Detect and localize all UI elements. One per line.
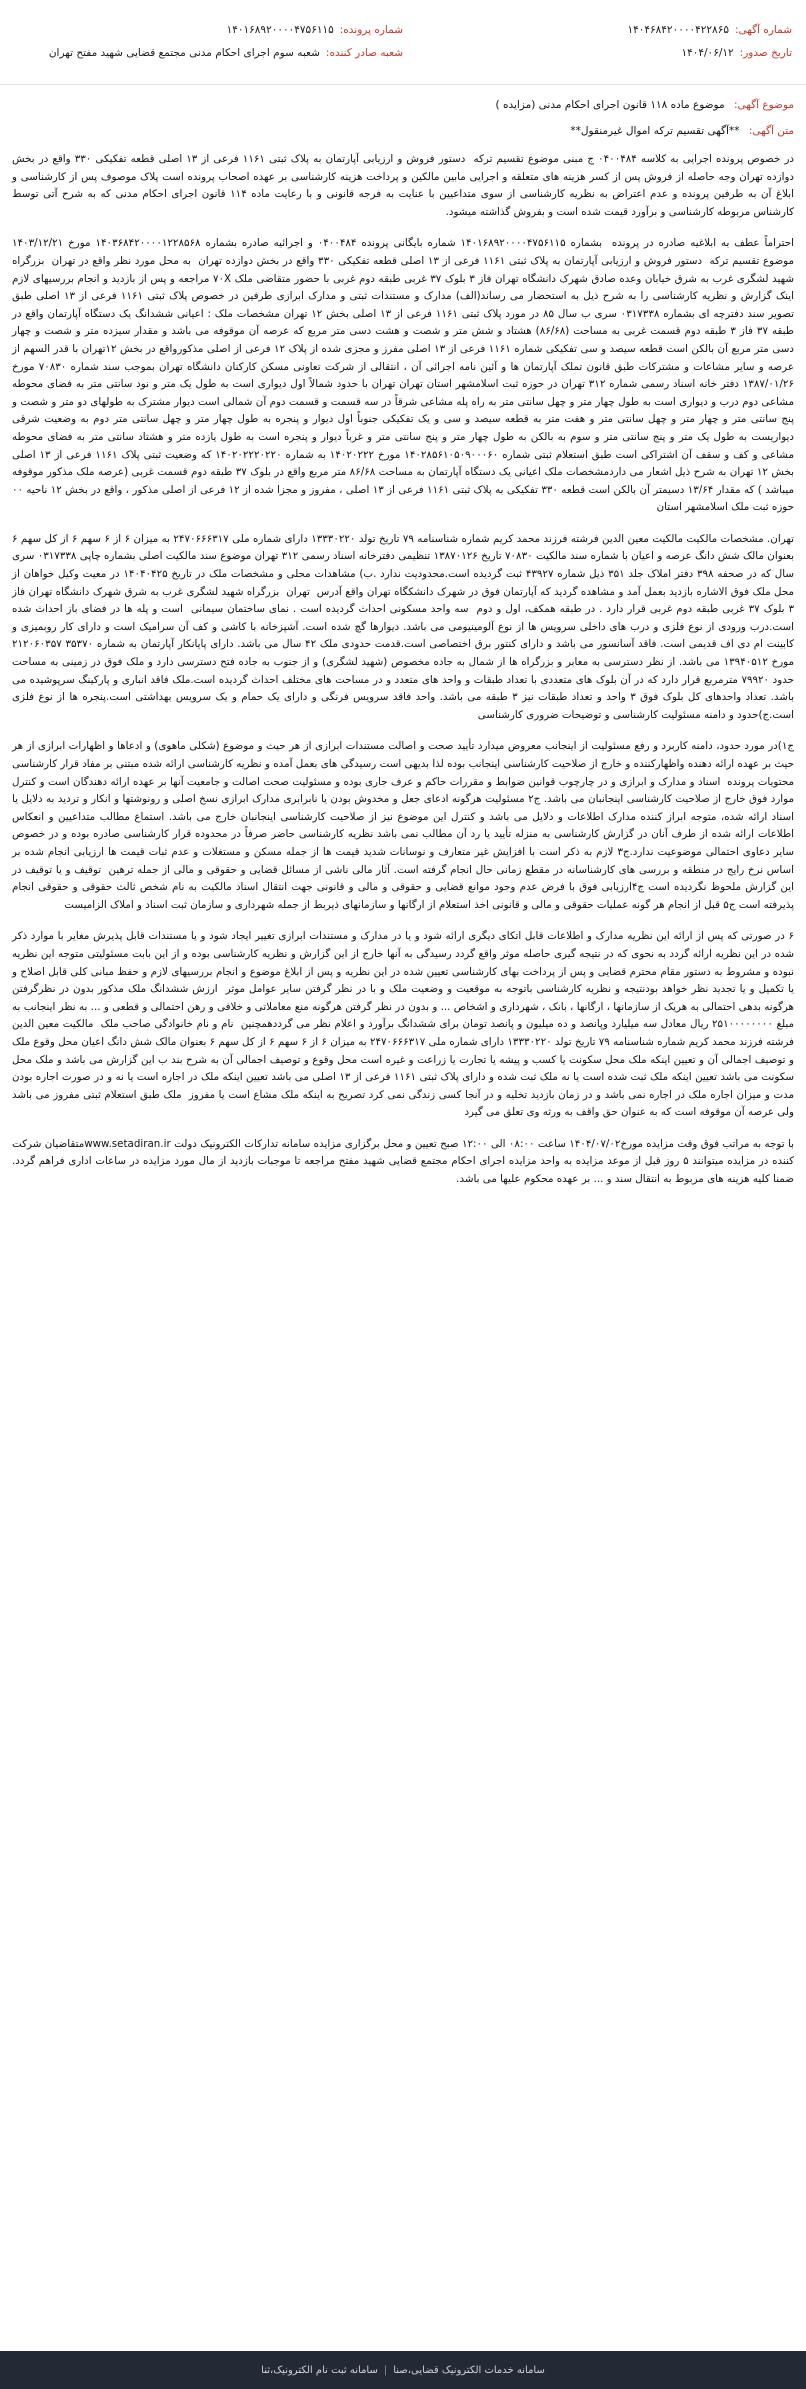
body-paragraph: تهران. مشخصات مالکیت مالکیت معین الدین فرشته فرزند محمد کریم شماره شناسنامه ۷۹ تاریخ تولد ۱۳۳۳۰۲۲۰ دارای شماره ملی ۲۴۷۰۶۶۶۳۱۷ به میزان ۶ از ۶ سهم ۶ از کل سهم ۶ بعنوان مالک شش دانگ عرصه و اعیان با شماره سند مالکیت ۷۰۸۳۰ تاریخ ۱۳۸۷۰۱۲۶ تنظیمی دفترخانه اسناد رسمی ۳۱۲ تهران موضوع سند مالکیت اصلی بشماره چاپی ۰۳۱۷۳۳۸ سری سال که در صحفه ۳۹۸ دفتر املاک جلد ۳۵۱ ذیل شماره ۴۳۹۲۷ ثبت گردیده است.محدودیت ندارد .ب) مشاهدات محلی و مشخصات ملک در تاریخ ۱۴۰۴۰۴۲۵ در معیت وکیل خواهان از محل ملک فوق الاشاره بازدید بعمل آمد و مشاهده گردید که آپارتمان فوق در شهرک دانشکگاه تهران واقع آدرس تهران بزرگراه شهید لشگری غرب به شرق شهرک دانشگاه تهران فاز ۳ بلوک ۳۷ غربی طبقه دوم غربی قرار دارد . در طبقه همکف، اول و دوم سه واحد مسکونی احداث گردیده است . نمای ساختمان سیمانی است و پله ها در فضای باز احداث شده است.درب ورودی از نوع فلزی و درب های داخلی سرویس ها از نوع آلومینیومی می باشد. دیوارها گچ شده است. آشپزخانه با کاشی و کف آن سرامیک است و دارای کار روبمیزی و کابینت ام دی اف قدیمی است. فاقد آسانسور می باشد و دارای کنتور برق اختصاصی است.قدمت حدودی ملک ۴۲ سال می باشد. دارای پایانکار آپارتمان به شماره ۳۵۳۷۰ ۲۱۲۰۶۰۳۵۷ مورخ ۱۳۹۴۰۵۱۲ می باشد. از نظر دسترسی به معابر و بزرگراه ها از شمال به جاده مخصوص (شهید لشگری) و از جنوب به جاده فتح دسترسی دارد و ملک فوق در زمینی به مساحت حدود ۷۹۹۲۰ مترمربع قرار دارد که در آن بلوک های متعددی با تعداد طبقات و واحد های متعدد و در مساحت های مختلف احداث گردیده است.ملک فاقد انباری و پارکینگ سرپوشیده می باشد. تعداد واحدهای کل بلوک فوق ۳ واحد و تعداد طبقات نیز ۳ طبقه می باشد. واحد فاقد سرویس فرنگی و دارای یک حمام و یک سرویس بهداشتی است.پنجره ها از نوع فلزی است.ج)حدود و دامنه مسئولیت کارشناسی و توضیحات ضروری کارشناسی [8, 532, 795, 721]
case-number-row [14, 20, 403, 40]
summary-row [0, 121, 806, 141]
header-right-column [403, 20, 792, 66]
body-paragraph: با توجه به مراتب فوق وقت مزایده مورخ۱۴۰۴/۰۷/۰۲ ساعت ۰۸:۰۰ الی ۱۲:۰۰ صبح تعیین و محل برگزاری مزایده سامانه تدارکات الکترونیک دولت www.setadiran.irمتقاضیان شرکت کننده در مزایده میتوانند ۵ روز قبل از موعد مزایده به واحد مزایده اجرای احکام مجتمع قضایی شهید مفتح مراجعه تا موجبات بازدید از مال مورد مزایده در ساعات اداری فراهم گردد. ضمنا کلیه هزینه های مربوط به انتقال سند و ... بر عهده محکوم علیها می باشد. [8, 1137, 795, 1186]
header-left-column [14, 20, 403, 66]
body-paragraph: ج۱)در مورد حدود، دامنه کاربرد و رفع مسئولیت از اینجانب معروض میدارد تأیید صحت و اصالت مستندات ابرازی از هر حیث و موضوع (شکلی ماهوی) و ادعاها و اظهارات ابرازی از هر حیث بر عهده ارائه دهنده واظهارکننده و خارج از صلاحیت کارشناسی اینجانب بوده لذا بدیهی است رسیدگی های بعمل آمده و نظریه کارشناسی ارائه شده مبتنی بر مفاد قرار کارشناسی محتویات پرونده اسناد و مدارک و ابرازی و در چارچوب قوانین ضوابط و مقررات حاکم و عرف جاری بوده و مسئولیت صحت اصالت و جامعیت آنها بر عهده ارائه دهندگان است و کنترل موارد فوق خارج از صلاحیت کارشناسی اینجانبان می باشد. ج۲ مسئولیت هرگونه ادعای جعل و مخدوش بودن یا نابرابری مدارک ابرازی نسخ اصلی و رونوشتها و انکار و تردید به دلایل یا اسناد ارائه شده، متوجه ابراز کننده مدارک اطلاعات و دلایل می باشد و کنترل این موضوع نیز از صلاحیت کارشناسی اینجانبان خارج می باشد. استماع مطالب متداعیین و انعکاس اطلاعات ارائه شده از طرف آنان در گزارش کارشناسی به منزله تأیید یا رد آن مطالب نمی باشد نظریه کارشناسی حاضر صرفاً در محدوده قرار کارشناسی صادره بوده و در خصوص سایر دعاوی احتمالی موضوعیت ندارد.ج۳ لازم به ذکر است با افزایش غیر متعارف و نوسانات شدید قیمت ها از جمله مسکن و مستغلات و عدم ثبات قیمت ها ارزیابی انجام شده بر اساس نرخ رایج در منطقه و بررسی های کارشناسانه در مقطع زمانی حال انجام گرفته است. آثار مالی ناشی از مسائل قضایی و حقوقی و مالی از جمله ترهین توقیف و یا توقیف در این گزارش ملحوظ نگردیده است ج۴ارزیابی فوق با فرض عدم وجود موانع قضایی و حقوقی و مالی و قانونی جهت انتقال اسناد مالکیت به نام شخص ثالث حقوقی و حقوقی انجام پذیرفته است ج۵ قبل از انجام هر گونه عملیات حقوقی و مالی و قانونی اخذ استعلام از ارگانها و سازمانهای ذیربط از جمله شهرداری و سازمان ثبت اسناد و املاک الزامیست [8, 740, 794, 911]
site-footer [0, 2351, 806, 2389]
notice-header [0, 0, 806, 66]
issue-date-label: تاریخ صدور: [739, 47, 792, 59]
body-paragraph: ۶ در صورتی که پس از ارائه این نظریه مدارک و اطلاعات قابل اتکای دیگری ارائه شود و یا در مدارک و مستندات ابرازی تغییر ایجاد شود و یا مستندات قابل پذیرش مغایر با موارد ذکر شده در این نظریه ارائه گردد به نحوی که در نتیجه گیری حاصله موثر واقع گردد رسیدگی به آنها خارج از این گزارش و نظریه کارشناسی بوده و از این بابت مسئولیتی متوجه این نظریه نبوده و مشروط به دستور مقام محترم قضایی و پس از پرداخت بهای کارشناسی تعیین شده در این نظریه و پس از ابلاغ موضوع و انجام بررسیهای لازم و حفظ مبانی کلی قابل اصلاح و یا تکمیل و یا تجدید نظر خواهد بودنتیجه و نظریه کارشناسی باتوجه به موقعیت و وضعیت ملک و با در نظر گرفتن سایر عوامل موثر ارزش ششدانگ ملک مذکور بدون در نظرگرفتن هرگونه بدهی احتمالی به هریک از سازمانها ، ارگانها ، بانک ، شهرداری و اشخاص ... و بدون در نظر گرفتن هرگونه منع معاملاتی و خلافی و رهن احتمالی و قطعی و ... به نظر اینجانب به مبلغ ۲۵۱۰۰۰۰۰۰۰۰ ریال معادل سه میلیارد وپانصد و ده میلیون و پانصد تومان برای ششدانگ برآورد و اعلام نظر می گرددهمچنین نام و نام خانوادگی صاحب ملک مالکیت معین الدین فرشته فرزند محمد کریم شماره شناسنامه ۷۹ تاریخ تولد ۱۳۳۳۰۲۲۰ دارای شماره ملی ۲۴۷۰۶۶۶۳۱۷ به میزان ۶ از ۶ سهم ۶ از کل سهم ۶ بعنوان مالک شش دانگ اعیان محل وقوع ملک و توصیف اجمالی آن و تعیین اینکه ملک محل سکونت یا کسب و پیشه یا تجارت یا زراعت و غیره است محل وقوع و توصیف اجمالی آن به شرح بند ب این گزارش می باشد و ملک محل سکونت می باشد تعیین اینکه ملک ثبت شده است یا نه ملک ثبت شده و دارای پلاک ثبتی ۱۱۶۱ فرعی از ۱۳ اصلی می باشد تعیین اینکه ملک در اجاره است یا نه و در صورت اجاره بودن مدت و میزان اجاره ملک در اجاره نمی باشد و در زمان بازدید تخلیه و در آنجا کسی زندگی نمی کرد تصریح به اینکه ملک مشاع است یا مفروز ملک طبق استعلام ثبتی مفروز می باشد ولی عرصه آن موقوفه است که به عنوان حق واقف به ورثه وی تعلق می گیرد [8, 930, 795, 1119]
issuing-branch-label: شعبه صادر کننده: [325, 47, 403, 59]
footer-link-thana[interactable]: سامانه ثبت نام الکترونیک،ثنا [261, 2364, 378, 2376]
case-number-label: شماره پرونده: [339, 24, 403, 36]
subject-row [0, 95, 806, 115]
ad-number-row [403, 20, 792, 40]
case-number-value: ۱۴۰۱۶۸۹۲۰۰۰۰۴۷۵۶۱۱۵ [226, 24, 334, 36]
ad-number-label: شماره آگهی: [734, 24, 792, 36]
subject-value: موضوع ماده ۱۱۸ قانون اجرای احکام مدنی (مزایده ) [495, 99, 725, 111]
footer-separator: | [383, 2364, 388, 2376]
issuing-branch-row [14, 43, 403, 63]
ad-number-value: ۱۴۰۴۶۸۴۲۰۰۰۰۴۲۲۸۶۵ [627, 24, 729, 36]
header-divider [0, 84, 806, 85]
body-paragraph: در خصوص پرونده اجرایی به کلاسه ۰۴۰۰۴۸۴ ج مبنی موضوع تقسیم ترکه دستور فروش و ارزیابی آپارتمان به پلاک ثبتی ۱۱۶۱ فرعی از ۱۳ اصلی قطعه تفکیکی ۳۳۰ واقع در بخش دوازده تهران وجه حاصله از فروش پس از کسر هزینه های متعلقه و اجرایی مابین مالکین و پرداخت هزینه کارشناسی بر عهده اصحاب پرونده است پلاک موصوف پس از کارشناسی و ابلاغ آن به طرفین پرونده و عدم اعتراض به نظریه کارشناسی از سوی متداعیین با عنایت به فرجه قانونی و با رعایت ماده ۱۱۴ قانون اجرای احکام مدنی که به شرح آتی توسط کارشناس مربوطه کارشناسی و برآورد قیمت شده است و بفروش گذاشته میشود. [8, 153, 795, 218]
summary-value: **آگهی تقسیم ترکه اموال غیرمنقول** [570, 125, 740, 137]
issue-date-value: ۱۴۰۴/۰۶/۱۲ [681, 47, 734, 59]
notice-body [0, 147, 806, 1189]
subject-label: موضوع آگهی: [733, 99, 794, 111]
body-paragraph: احتراماً عطف به ابلاغیه صادره در پرونده بشماره ۱۴۰۱۶۸۹۲۰۰۰۰۴۷۵۶۱۱۵ شماره بایگانی پرونده ۰۴۰۰۴۸۴ و اجرائیه صادره بشماره ۱۴۰۳۶۸۴۲۰۰۰۰۱۲۲۸۵۶۸ مورخ ۱۴۰۳/۱۲/۲۱ موضوع تقسیم ترکه دستور فروش و ارزیابی آپارتمان به پلاک ثبتی ۱۱۶۱ فرعی از ۱۳ اصلی قطعه تفکیکی ۳۳۰ واقع در بخش دوازده تهران به محل مورد نظر واقع در تهران بزرگراه شهید لشگری غرب به شرق خیابان وعده صادق شهرک دانشگاه تهران فاز ۳ بلوک ۳۷ غربی طبقه دوم غربی با حضور متقاضی ملک ۷۰X مراجعه و پس از بازدید و انجام بررسیهای لازم اینک گزارش و نظریه کارشناسی را به شرح ذیل به استحضار می رساند(الف) مدارک و مستندات ثبتی و مدارک ابرازی طرفین در خصوص پلاک ثبتی ۱۱۶۱ فرعی از ۱۳ اصلی طبق تصویر سند دفترچه ای بشماره ۰۳۱۷۳۳۸ سری ب سال ۸۵ در مورد پلاک ثبتی ۱۱۶۱ فرعی از ۱۳ اصلی بخش ۱۲ تهران مشخصات ملک : اعیانی ششدانگ یک دستگاه آپارتمان واقع در طبقه ۳۷ فاز ۳ طبقه دوم قسمت غربی به مساحت (۸۶/۶۸) هشتاد و شش متر و شصت و هشت دسی متر مربع که عرصه آن موقوفه می باشد و مقدار سیزده متر و شصت و چهار دسی متر مربع آن بالکن است قطعه سیصد و سی تفکیکی شماره ۱۱۶۱ فرعی از ۱۳ اصلی مفرز و مجزی شده از پلاک ۱۲ فرعی از اصلی مذکورواقع در بخش ۱۲تهران با قدر السهم از عرصه و سایر مشاعات و مشترکات طبق قانون تملک آپارتمان ها و آئین نامه اجرائی آن ، انتقالی از شرکت تعاونی مسکن کارکنان دانشگاه تهران بموجب سند شماره ۷۰۸۳۰ مورخ ۱۳۸۷/۰۱/۲۶ دفتر خانه اسناد رسمی شماره ۳۱۲ تهران در حوزه ثبت اسلامشهر استان تهران تهران با حدود شمالاً اول دیواری است به طول یک متر و نود سانتی متر به فضای محوطه مشاعی دوم درب و دیواری است به طول چهار متر و چهل سانتی متر به راه پله مشاعی شرقاً در سه قسمت و قسمت دوم آن شمالی است دیوار مشترک به طولهای دو متر و شصت و پنج سانتی متر و چهار متر و چهل سانتی متر و هفت متر به قطعه سیصد و سی و یک تفکیکی جنوباً اول دیوار و پنجره به طول چهار متر و چهل سانتی متر دوم به وضعیت شرقی دیواریست به طول یک متر و پنج سانتی متر و سوم به بالکن به طول چهار متر و پنج سانتی متر و غرباً دیوار و پنجره است به طول یازده متر و هشتاد سانتی متر به فضای محوطه مشاعی و کف و سقف آن اشتراکی است طبق استعلام ثبتی شماره ۱۴۰۲۸۵۶۱۰۵۰۹۰۰۰۶۰ مورخ ۱۴۰۲۰۲۲۲ به شماره ۱۴۰۲۰۲۲۲۰۲۲۰ که وضعیت ثبتی پلاک ۱۱۶۱ فرعی از ۱۳ اصلی بخش ۱۲ تهران به شرح ذیل اشعار می داردمشخصات ملک اعیانی یک دستگاه آپارتمان به مساحت ۸۶/۶۸ متر مربع واقع در بلوک ۳۷ طبقه دوم قسمت غربی (عرصه ملک مذکور موقوفه میباشد ) که مقدار ۱۳/۶۴ دسیمتر آن بالکن است قطعه ۳۳۰ تفکیکی به پلاک ثبتی ۱۱۶۱ فرعی از ۱۳ اصلی ، مفروز و مجزا شده از ۱۲ فرعی از اصلی مذکور ، واقع در بخش ۱۲ ناحیه ۰۰ حوزه ثبت ملک اسلامشهر استان [8, 237, 795, 514]
issue-date-row [403, 43, 792, 63]
summary-label: متن آگهی: [748, 125, 794, 137]
issuing-branch-value: شعبه سوم اجرای احکام مدنی مجتمع قضایی شهید مفتح تهران [48, 47, 320, 59]
footer-link-sana[interactable]: سامانه خدمات الکترونیک قضایی،صنا [393, 2364, 545, 2376]
